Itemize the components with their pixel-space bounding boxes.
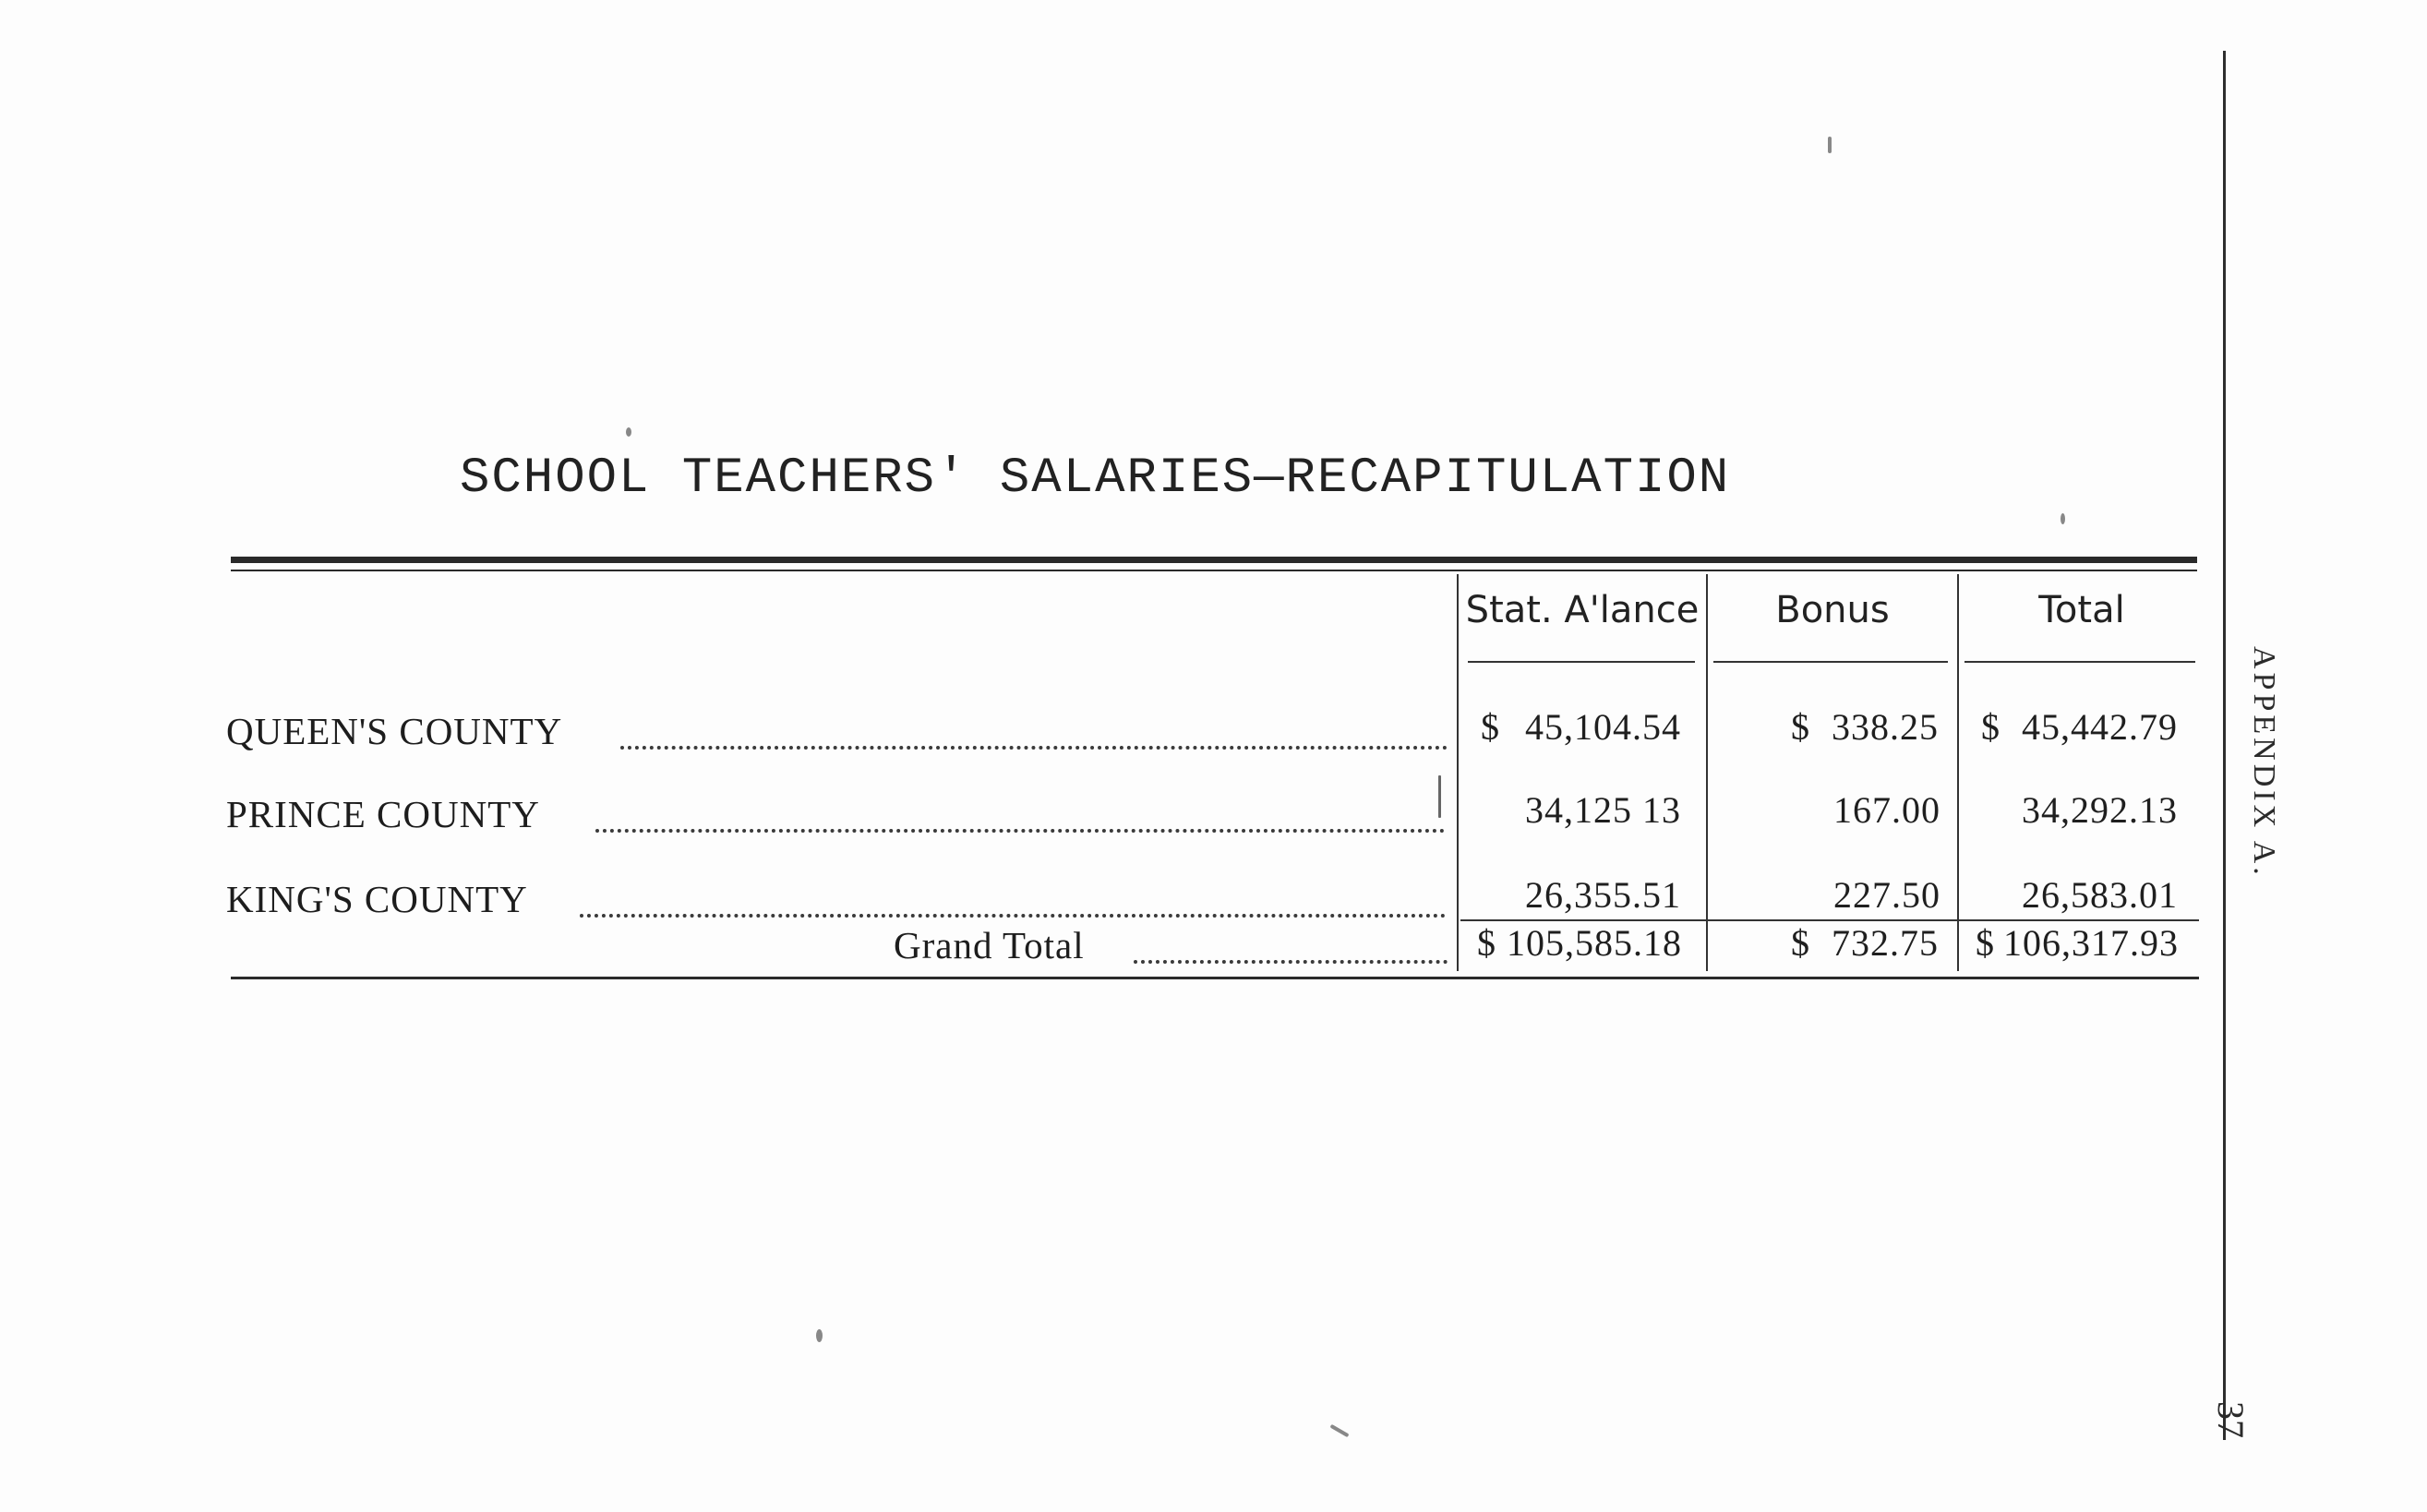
page-title: SCHOOL TEACHERS' SALARIES—RECAPITULATION — [460, 450, 1731, 507]
header-underline-bonus — [1713, 661, 1948, 663]
cell-stat-queens: 45,104.54 — [1525, 706, 1681, 748]
column-header-total: Total — [2038, 589, 2125, 631]
column-divider-1 — [1457, 574, 1459, 971]
appendix-label: APPENDIX A. — [2247, 646, 2281, 879]
dollar-sign: $ — [1791, 922, 1809, 964]
cell-bonus-kings: 227.50 — [1833, 874, 1940, 916]
margin-line — [2223, 51, 2226, 1440]
column-header-stat-allowance: Stat. A'lance — [1465, 589, 1700, 631]
grand-total-total: 106,317.93 — [2003, 922, 2179, 964]
scan-speck — [2061, 513, 2065, 524]
cell-total-prince: 34,292.13 — [2022, 789, 2178, 831]
dollar-sign: $ — [1477, 922, 1496, 964]
leader-dots — [620, 709, 1448, 750]
scan-speck — [1828, 137, 1832, 153]
cell-stat-kings: 26,355.51 — [1525, 874, 1681, 916]
bottom-rule — [231, 977, 2199, 979]
column-header-bonus: Bonus — [1775, 589, 1890, 631]
grand-total-label: Grand Total — [894, 924, 1085, 966]
leader-dots — [1134, 923, 1448, 964]
grand-total-stat: 105,585.18 — [1507, 922, 1682, 964]
row-label-queens-county: QUEEN'S COUNTY — [226, 710, 563, 752]
cell-bonus-queens: 338.25 — [1832, 706, 1939, 748]
dollar-sign: $ — [1981, 706, 2000, 748]
row-label-prince-county: PRINCE COUNTY — [226, 793, 540, 835]
grand-total-bonus: 732.75 — [1832, 922, 1939, 964]
leader-dots — [595, 792, 1445, 833]
scan-speck — [816, 1329, 823, 1342]
top-rule-thick — [231, 557, 2197, 563]
cell-bonus-prince: 167.00 — [1833, 789, 1940, 831]
scan-speck — [1329, 1424, 1349, 1437]
dollar-sign: $ — [1481, 706, 1499, 748]
header-underline-stat — [1468, 661, 1695, 663]
header-underline-total — [1964, 661, 2195, 663]
cell-total-queens: 45,442.79 — [2022, 706, 2178, 748]
cell-total-kings: 26,583.01 — [2022, 874, 2178, 916]
row-label-kings-county: KING'S COUNTY — [226, 878, 528, 920]
page-number: 37 — [2210, 1401, 2252, 1438]
dollar-sign: $ — [1791, 706, 1809, 748]
cell-stat-prince: 34,125 13 — [1525, 789, 1681, 831]
top-rule-thin — [231, 570, 2197, 571]
scan-speck — [1438, 775, 1441, 818]
column-divider-2 — [1706, 574, 1708, 971]
dollar-sign: $ — [1976, 922, 1994, 964]
leader-dots — [580, 877, 1446, 918]
scan-speck — [626, 427, 631, 437]
column-divider-3 — [1957, 574, 1959, 971]
